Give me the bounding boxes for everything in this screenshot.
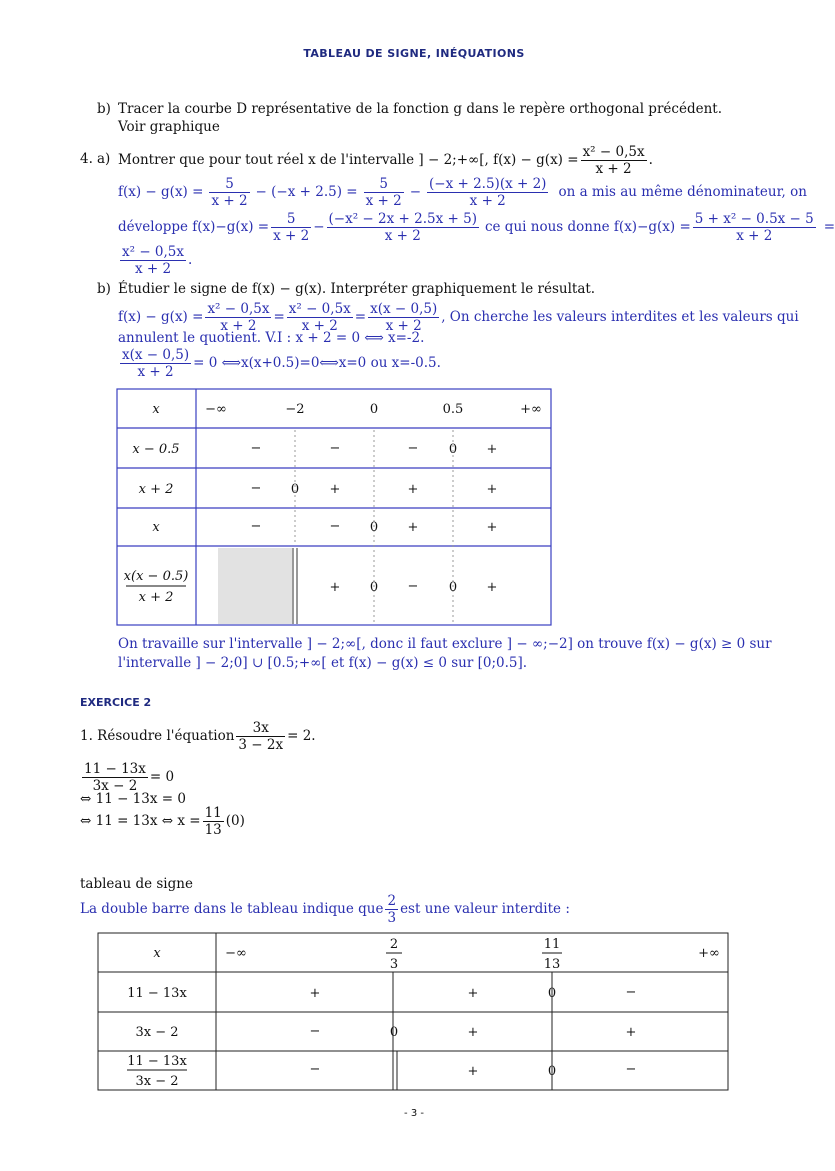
sign-cell: − (309, 1024, 321, 1039)
table1-header-x: x (152, 402, 160, 417)
expr: = 2. (287, 728, 316, 744)
page-header: TABLEAU DE SIGNE, INÉQUATIONS (303, 47, 525, 60)
expr: développe f(x)−g(x) = (118, 219, 270, 235)
table2-header-value-denominator: 13 (543, 957, 561, 972)
numerator: x² − 0,5x (207, 300, 270, 317)
expr: on a mis au même dénominateur, on (558, 184, 807, 200)
item-4a-statement: Montrer que pour tout réel x de l'intervalle ] − 2;+∞[, f(x) − g(x) = $\frac{\text{x² − 0,5x}}{x + 2}$ . (118, 143, 653, 177)
denominator: x + 2 (134, 260, 172, 277)
sign-cell: 0 (290, 482, 300, 497)
numerator: 5 (364, 176, 404, 193)
sign-cell: 0 (547, 986, 557, 1001)
item-4b-label: b) (97, 281, 111, 297)
table2-row-label: 3x − 2 (135, 1025, 179, 1040)
table2-header-value-denominator: 3 (389, 957, 399, 972)
sign-cell: + (486, 442, 498, 457)
exercise-title: EXERCICE 2 (80, 696, 152, 709)
denominator: x + 2 (384, 227, 421, 244)
expr: = 0 ⟺x(x+0.5)=0⟺x=0 ou x=-0.5. (193, 355, 441, 371)
denominator: 3x − 2 (92, 777, 138, 794)
table1-row-label: x + 2 (138, 482, 174, 497)
hatched-forbidden-zone (218, 548, 292, 624)
denominator: x + 2 (301, 317, 338, 334)
sign-cell: 0 (547, 1064, 557, 1079)
table1-row-label-denominator: x + 2 (138, 590, 174, 605)
fraction (120, 244, 186, 277)
numerator: x² − 0,5x (288, 300, 351, 317)
sign-cell: + (625, 1025, 637, 1040)
table2-header-plus-inf: +∞ (698, 946, 720, 961)
item-3b-answer: Voir graphique (118, 119, 220, 135)
exercise2-question-1 (80, 716, 316, 756)
derivation-line-2 (118, 206, 835, 248)
table2-header-value-numerator: 11 (543, 937, 561, 952)
expr: = (823, 219, 835, 235)
numerator: (−x + 2.5)(x + 2) (429, 175, 547, 192)
numerator: x² − 0,5x (122, 243, 185, 260)
table2-header-value-numerator: 2 (389, 937, 399, 952)
numerator: 5 + x² − 0.5x − 5 (694, 210, 814, 227)
table1-header-minus-inf: −∞ (205, 402, 227, 417)
derivation-line-3 (118, 242, 192, 278)
sign-cell: − (309, 1062, 321, 1077)
denominator: x + 2 (211, 192, 248, 209)
sign-cell: − (407, 441, 419, 456)
fraction (203, 805, 224, 838)
item-4a-text: Montrer que pour tout réel x de l'intervalle ] − 2;+∞[, f(x) − g(x) = (118, 152, 579, 168)
table1-header-value: 0.5 (442, 402, 464, 417)
expr: − (409, 184, 421, 200)
fraction (693, 211, 816, 244)
sign-cell: 0 (448, 580, 458, 595)
conclusion-line-2: l'intervalle ] − 2;0] ∪ [0.5;+∞[ et f(x) − g(x) ≤ 0 sur [0;0.5]. (118, 655, 528, 671)
denominator: x + 2 (736, 227, 773, 244)
fraction (327, 211, 479, 244)
expr: ce qui nous donne f(x)−g(x) = (484, 219, 691, 235)
table2-row-label-numerator: 11 − 13x (127, 1054, 187, 1069)
table2-header-x: x (153, 946, 161, 961)
numerator: x(x − 0,5) (370, 300, 438, 317)
fraction (271, 211, 311, 244)
expr: ⇔ 11 = 13x ⇔ x = (80, 813, 201, 829)
sign-cell: 0 (448, 442, 458, 457)
sign-cell: − (625, 1062, 637, 1077)
page-number: - 3 - (404, 1108, 424, 1119)
table2-row-label: 11 − 13x (127, 986, 187, 1001)
expr: = 0 (149, 769, 175, 785)
table1-row-label: x (152, 520, 160, 535)
sign-cell: − (329, 519, 341, 534)
table1-row-label-numerator: x(x − 0.5) (123, 569, 189, 584)
conclusion-line-1: On travaille sur l'intervalle ] − 2;∞[, donc il faut exclure ] − ∞;−2] on trouve f(x) − g(x) ≥ 0 sur (118, 636, 772, 652)
sign-cell: + (329, 580, 341, 595)
denominator: x + 2 (365, 192, 402, 209)
numerator: 3x (236, 720, 285, 737)
sign-study-line-3 (118, 344, 441, 382)
item-4b-text: Étudier le signe de f(x) − g(x). Interpréter graphiquement le résultat. (118, 281, 596, 297)
numerator: x(x − 0,5) (122, 346, 190, 363)
sign-cell: + (467, 986, 479, 1001)
expr: est une valeur interdite : (400, 901, 570, 917)
item-4a-label: a) (97, 151, 111, 167)
sign-cell: + (407, 482, 419, 497)
fraction (82, 761, 148, 794)
sign-cell: − (250, 441, 262, 456)
forbidden-value-note (80, 890, 570, 928)
denominator: x + 2 (469, 192, 506, 209)
fraction (120, 347, 191, 380)
expr: 1. Résoudre l'équation (80, 728, 235, 744)
fraction (205, 301, 271, 334)
item-3b-text: Tracer la courbe D représentative de la fonction g dans le repère orthogonal précédent. (118, 101, 722, 117)
sign-table-2 (97, 932, 731, 1092)
denominator: 3 − 2x (238, 736, 284, 753)
sign-cell: + (486, 580, 498, 595)
fraction (236, 720, 285, 753)
expr: , On cherche les valeurs interdites et les valeurs qui (441, 309, 799, 325)
fraction (427, 176, 548, 209)
tableau-label: tableau de signe (80, 876, 193, 892)
table1-header-plus-inf: +∞ (520, 402, 542, 417)
sign-cell: + (309, 986, 321, 1001)
sign-cell: + (407, 520, 419, 535)
sign-cell: 0 (389, 1025, 399, 1040)
expr: f(x) − g(x) = (118, 309, 204, 325)
sign-cell: + (486, 520, 498, 535)
denominator: x + 2 (220, 317, 257, 334)
sign-cell: 0 (369, 580, 379, 595)
denominator: x + 2 (273, 227, 310, 244)
fraction (368, 301, 439, 334)
numerator: 11 − 13x (84, 760, 146, 777)
sign-study-line-2: annulent le quotient. V.I : x + 2 = 0 ⟺ x=-2. (118, 330, 425, 346)
fraction (364, 176, 404, 209)
numerator: 5 (209, 176, 249, 193)
sign-cell: − (250, 481, 262, 496)
solution-step-2: ⇔ 11 − 13x = 0 (80, 791, 186, 807)
table1-header-value: 0 (369, 402, 379, 417)
solution-step-3 (80, 802, 245, 840)
fraction (287, 301, 353, 334)
denominator: x + 2 (137, 363, 174, 380)
sign-study-line-1: f(x) − g(x) = $\frac{\text{x² − 0,5x}}{x + 2}$ = $\frac{\text{x² − 0,5x}}{x + 2}$ = $\frac{x(x - 0,5)}{x + 2}$ , On cherche les valeurs interdites et les valeurs qui (118, 300, 799, 334)
sign-cell: − (625, 985, 637, 1000)
numerator: 11 (204, 804, 222, 821)
denominator: x + 2 (385, 317, 422, 334)
table1-row-label: x − 0.5 (132, 442, 180, 457)
numerator: x² − 0,5x (582, 143, 645, 160)
sign-cell: − (250, 519, 262, 534)
table1-header-value: −2 (285, 402, 305, 417)
denominator: 13 (204, 821, 222, 838)
expr: f(x) − g(x) = (118, 184, 204, 200)
item-3b-label: b) (97, 101, 111, 117)
fraction (209, 176, 249, 209)
expr: La double barre dans le tableau indique que (80, 901, 384, 917)
expr: − (313, 219, 325, 235)
sign-cell: − (407, 579, 419, 594)
sign-cell: + (467, 1064, 479, 1079)
fraction (385, 893, 398, 926)
numerator: (−x² − 2x + 2.5x + 5) (328, 210, 477, 227)
sign-cell: + (329, 482, 341, 497)
sign-cell: 0 (369, 520, 379, 535)
expr: . (188, 252, 193, 268)
denominator: x + 2 (595, 160, 632, 177)
table2-row-label-denominator: 3x − 2 (135, 1074, 179, 1089)
sign-cell: + (467, 1025, 479, 1040)
question-4-number: 4. (80, 151, 93, 167)
sign-cell: − (329, 441, 341, 456)
expr: (0) (225, 813, 245, 829)
denominator: 3 (387, 909, 397, 926)
sign-table-1 (116, 388, 554, 628)
expr: − (−x + 2.5) = (255, 184, 358, 200)
numerator: 2 (387, 892, 397, 909)
sign-cell: + (486, 482, 498, 497)
numerator: 5 (271, 211, 311, 228)
table2-header-minus-inf: −∞ (225, 946, 247, 961)
